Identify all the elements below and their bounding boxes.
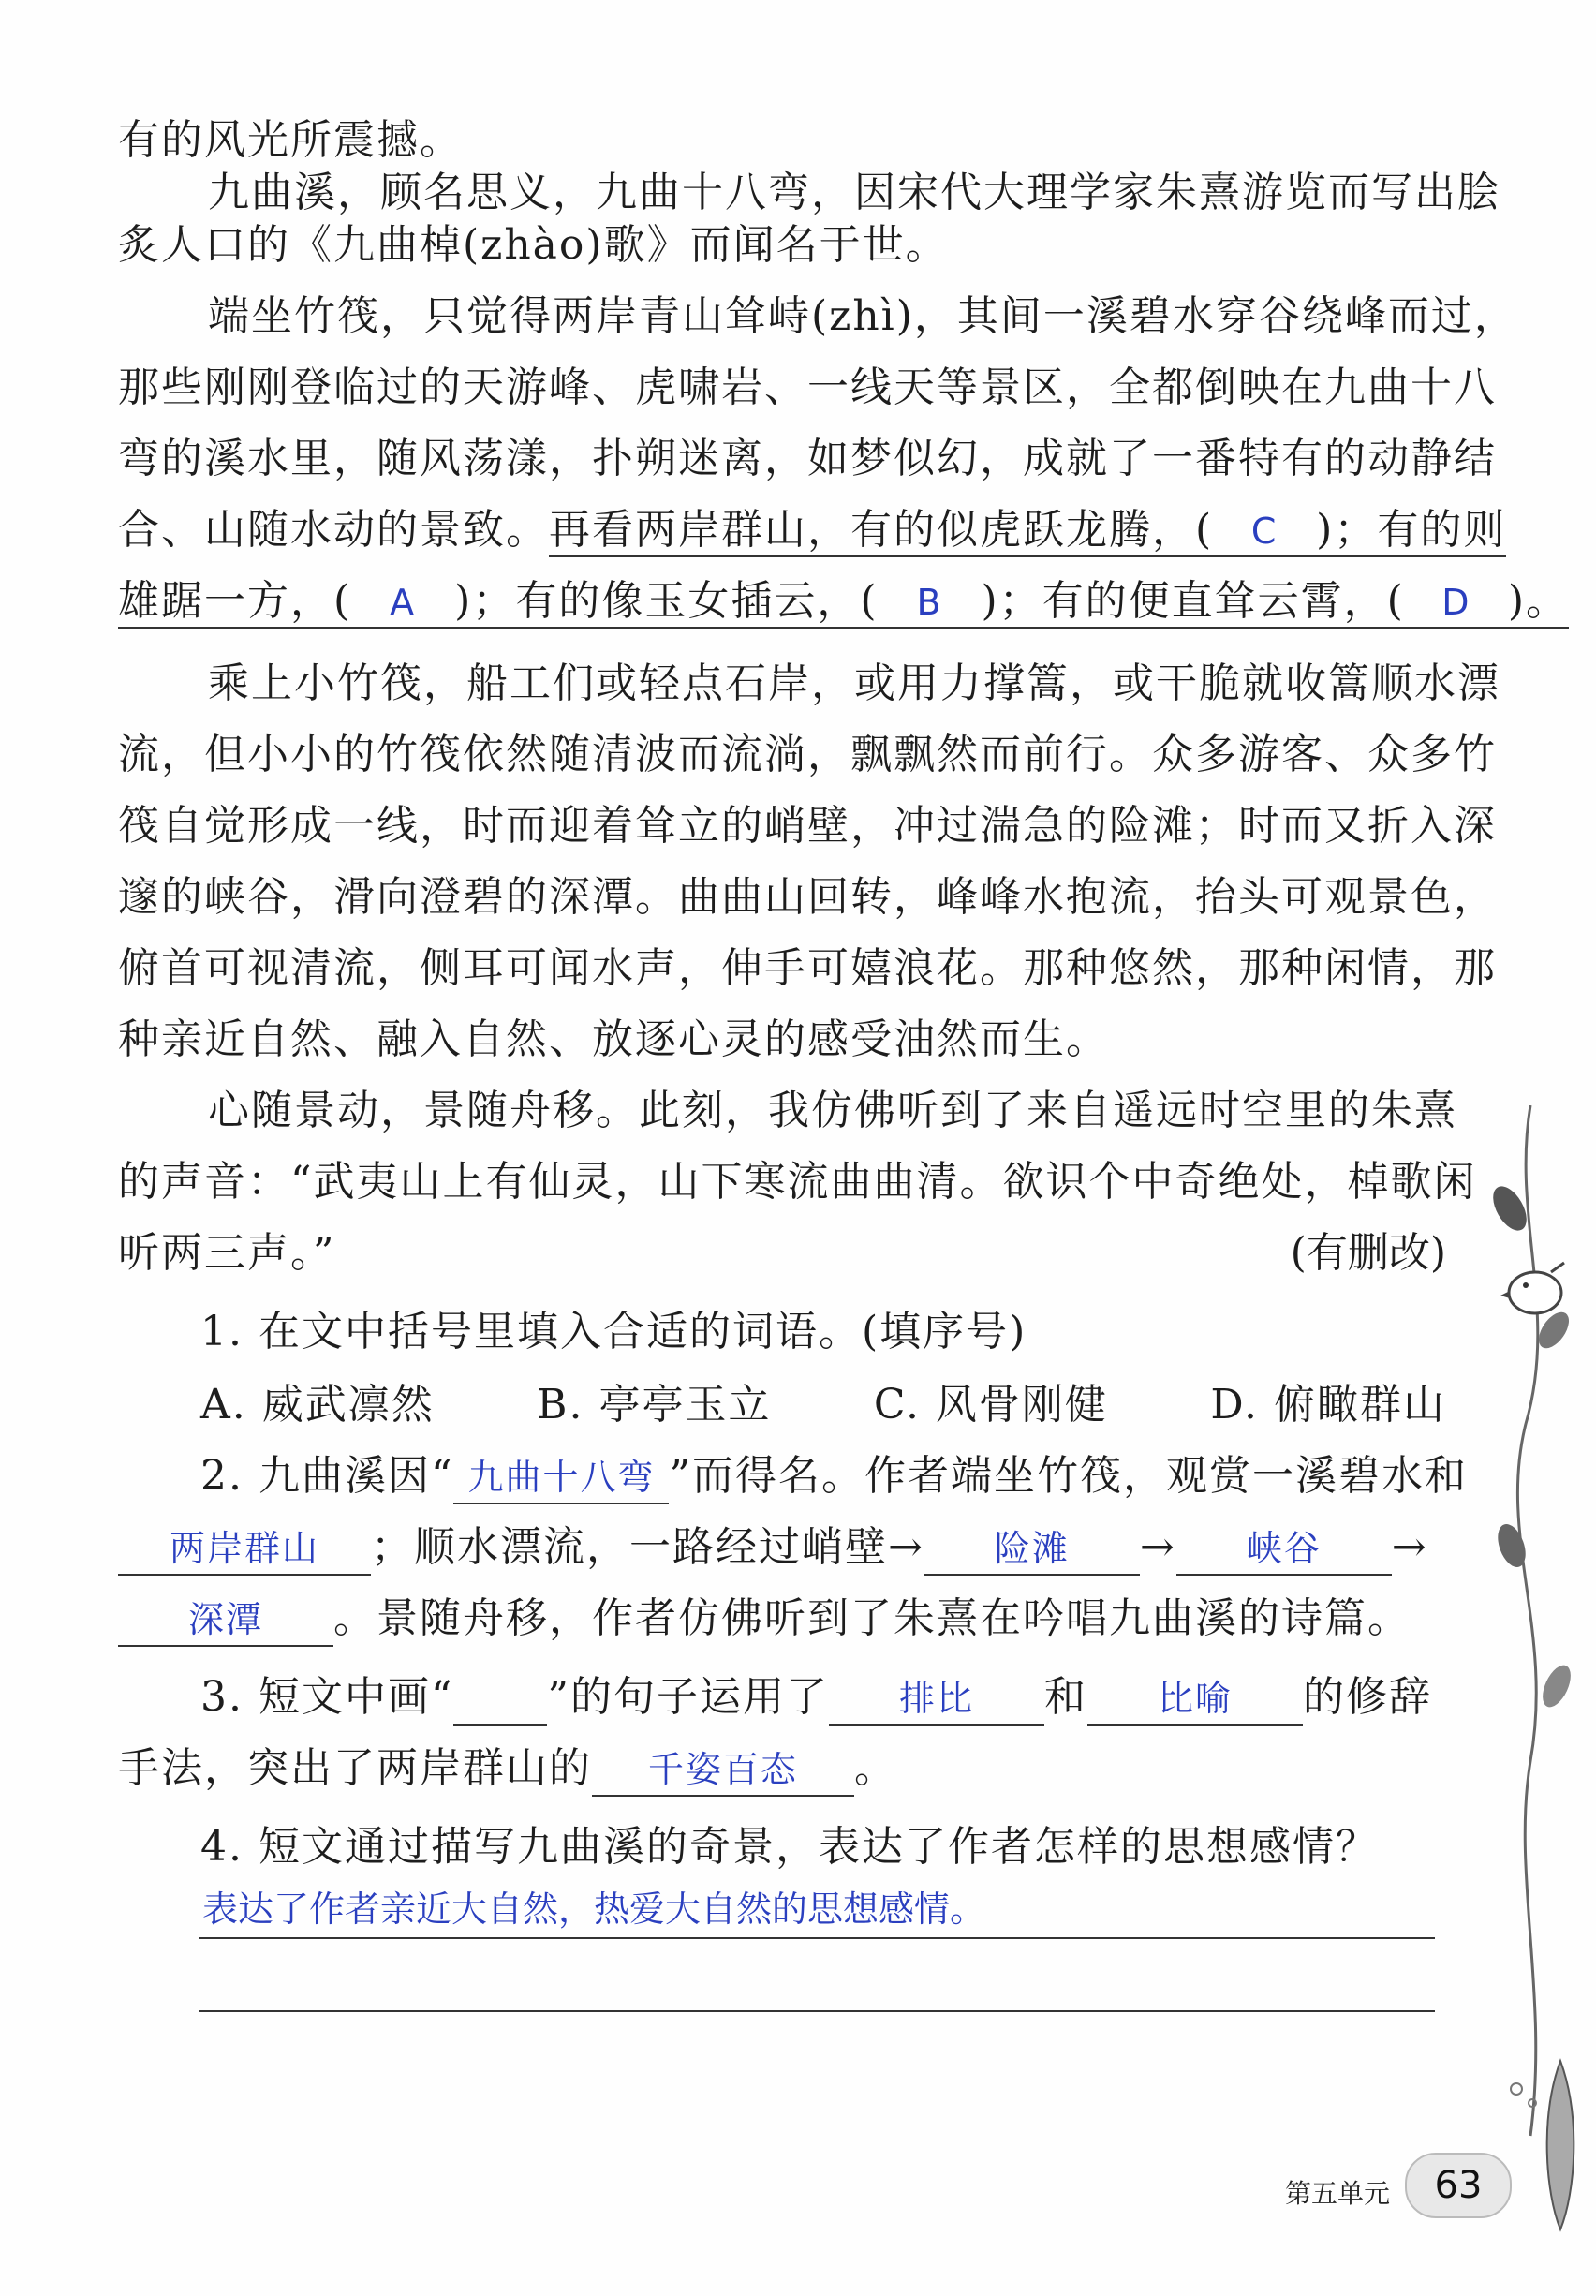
underline-sample bbox=[453, 1724, 547, 1726]
question-1-options bbox=[200, 1377, 1446, 1433]
source-note: (有删改) bbox=[1290, 1229, 1446, 1277]
passage-line: 流，但小小的竹筏依然随清波而流淌，飘飘然而前行。众多游客、众多竹 bbox=[118, 731, 1497, 778]
question-4: 4. 短文通过描写九曲溪的奇景，表达了作者怎样的思想感情？ bbox=[200, 1823, 1379, 1871]
passage-line: 九曲溪，顾名思义，九曲十八弯，因宋代大理学家朱熹游览而写出脍 bbox=[208, 169, 1500, 216]
passage-line: 合、山随水动的景致。再看两岸群山，有的似虎跃龙腾，( C )；有的则 bbox=[118, 502, 1506, 559]
option-a: A. 威武凛然 bbox=[200, 1381, 435, 1429]
page-number: 63 bbox=[1405, 2153, 1512, 2218]
answer-blank: 比喻 bbox=[1087, 1673, 1303, 1726]
underlined-sentence: 再看两岸群山，有的似虎跃龙腾，( C )；有的则 bbox=[549, 506, 1506, 557]
passage-line: 有的风光所震撼。 bbox=[118, 116, 463, 164]
answer-line bbox=[199, 1937, 1435, 1939]
passage-line: 听两三声。” bbox=[118, 1229, 336, 1277]
question-2-line3: 深潭 。景随舟移，作者仿佛听到了朱熹在吟唱九曲溪的诗篇。 bbox=[118, 1591, 1411, 1647]
question-3: 3. 短文中画“ ”的句子运用了 排比 和 比喻 的修辞 bbox=[200, 1669, 1432, 1726]
underlined-sentence: 雄踞一方，( A )；有的像玉女插云，( B )；有的便直耸云霄，( D )。 bbox=[118, 577, 1569, 629]
passage-line: 种亲近自然、融入自然、放逐心灵的感受油然而生。 bbox=[118, 1015, 1109, 1063]
answer-blank: 深潭 bbox=[118, 1594, 333, 1647]
passage-line: 弯的溪水里，随风荡漾，扑朔迷离，如梦似幻，成就了一番特有的动静结 bbox=[118, 435, 1497, 482]
answer-c: C bbox=[1250, 511, 1278, 552]
passage-line: 乘上小竹筏，船工们或轻点石岸，或用力撑篙，或干脆就收篙顺水漂 bbox=[208, 659, 1500, 707]
answer-blank: 险滩 bbox=[924, 1523, 1140, 1576]
answer-line bbox=[199, 2010, 1435, 2012]
passage-line: 那些刚刚登临过的天游峰、虎啸岩、一线天等景区，全都倒映在九曲十八 bbox=[118, 363, 1497, 411]
option-d: D. 俯瞰群山 bbox=[1210, 1381, 1446, 1429]
question-1: 1. 在文中括号里填入合适的词语。(填序号) bbox=[200, 1308, 1027, 1355]
answer-d: D bbox=[1441, 582, 1471, 623]
unit-label: 第五单元 bbox=[1285, 2178, 1391, 2209]
passage-line: 俯首可视清流，侧耳可闻水声，伸手可嬉浪花。那种悠然，那种闲情，那 bbox=[118, 944, 1497, 992]
vine-decoration bbox=[1474, 1105, 1596, 2267]
answer-b: B bbox=[916, 582, 943, 623]
passage-line: 邃的峡谷，滑向澄碧的深潭。曲曲山回转，峰峰水抱流，抬头可观景色， bbox=[118, 873, 1497, 921]
answer-blank: 九曲十八弯 bbox=[453, 1452, 669, 1504]
passage-line: 心随景动，景随舟移。此刻，我仿佛听到了来自遥远时空里的朱熹 bbox=[208, 1087, 1457, 1134]
option-b: B. 亭亭玉立 bbox=[537, 1381, 772, 1429]
question-2: 2. 九曲溪因“ 九曲十八弯 ”而得名。作者端坐竹筏，观赏一溪碧水和 bbox=[200, 1448, 1468, 1504]
answer-blank: 千姿百态 bbox=[592, 1744, 854, 1797]
answer-text: 表达了作者亲近大自然，热爱大自然的思想感情。 bbox=[202, 1889, 986, 1930]
passage-line: 炙人口的《九曲棹(zhào)歌》而闻名于世。 bbox=[118, 221, 949, 269]
answer-blank: 两岸群山 bbox=[118, 1523, 371, 1576]
answer-blank: 排比 bbox=[829, 1673, 1044, 1726]
answer-blank: 峡谷 bbox=[1176, 1523, 1392, 1576]
bird-icon bbox=[1500, 1263, 1564, 1313]
passage-line: 端坐竹筏，只觉得两岸青山耸峙(zhì)，其间一溪碧水穿谷绕峰而过， bbox=[208, 292, 1517, 340]
question-3-line2: 手法，突出了两岸群山的 千姿百态 。 bbox=[118, 1741, 897, 1797]
passage-line: 的声音：“武夷山上有仙灵，山下寒流曲曲清。欲识个中奇绝处，棹歌闲 bbox=[118, 1158, 1477, 1206]
passage-line bbox=[118, 573, 1569, 630]
question-2-line2: 两岸群山 ；顺水漂流，一路经过峭壁→ 险滩 → 峡谷 → bbox=[118, 1519, 1428, 1576]
option-c: C. 风骨刚健 bbox=[873, 1381, 1108, 1429]
passage-line: 筏自觉形成一线，时而迎着耸立的峭壁，冲过湍急的险滩；时而又折入深 bbox=[118, 802, 1497, 850]
answer-a: A bbox=[390, 582, 417, 623]
